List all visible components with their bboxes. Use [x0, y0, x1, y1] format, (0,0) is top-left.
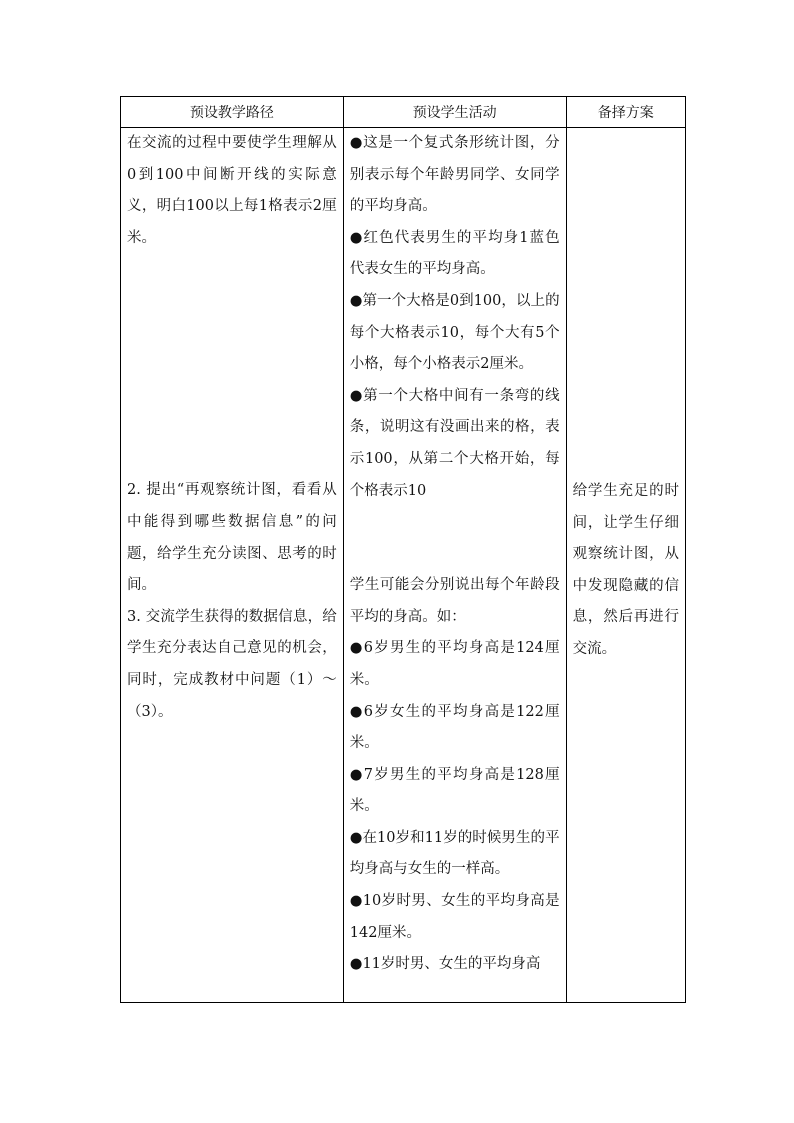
activity-item: ●6岁女生的平均身高是122厘米。: [349, 703, 560, 752]
alternative-plan-cell: [566, 128, 685, 1003]
teaching-path-paragraph-2: 2. 提出“再观察统计图，看看从中能得到哪些数据信息”的问题，给学生充分读图、思考的时间。: [127, 482, 337, 594]
activity-item: ●6岁男生的平均身高是124厘米。: [349, 640, 560, 688]
activity-item: ●在10岁和11岁的时候男生的平均身高与女生的一样高。: [349, 829, 560, 878]
header-alternative-plan: 备择方案: [566, 97, 685, 128]
header-teaching-path: 预设教学路径: [121, 97, 344, 128]
table-row: [121, 128, 686, 1003]
student-activity-cell: [343, 128, 566, 1003]
activity-item: ●10岁时男、女生的平均身高是142厘米。: [349, 893, 560, 941]
activity-item: ●红色代表男生的平均身1蓝色代表女生的平均身高。: [349, 229, 560, 278]
activity-item: ●这是一个复式条形统计图，分别表示每个年龄男同学、女同学的平均身高。: [349, 135, 560, 215]
teaching-path-cell: [121, 128, 344, 1003]
teaching-path-paragraph-3: 3. 交流学生获得的数据信息，给学生充分表达自己意见的机会，同时，完成教材中问题（1）～（3）。: [127, 608, 337, 720]
activity-item: ●第一个大格中间有一条弯的线条，说明这有没画出来的格，表示100，从第二个大格开始，每个格表示10: [349, 387, 560, 499]
alternative-plan-paragraph: 给学生充足的时间，让学生仔细观察统计图，从中发现隐藏的信息，然后再进行交流。: [572, 483, 679, 657]
activity-item: ●7岁男生的平均身高是128厘米。: [349, 766, 560, 815]
table-header-row: [121, 97, 686, 128]
teaching-path-paragraph-1: 在交流的过程中要使学生理解从0到100中间断开线的实际意义，明白100以上每1格表示2厘米。: [127, 135, 337, 246]
lesson-plan-table: [120, 96, 686, 1003]
activity-item: ●第一个大格是0到100，以上的每个大格表示10，每个大有5个小格，每个小格表示2厘米。: [349, 292, 560, 373]
activity-intro: 学生可能会分别说出每个年龄段平均的身高。如：: [349, 577, 560, 625]
activity-item: ●11岁时男、女生的平均身高: [349, 956, 541, 973]
header-student-activity: 预设学生活动: [343, 97, 566, 128]
